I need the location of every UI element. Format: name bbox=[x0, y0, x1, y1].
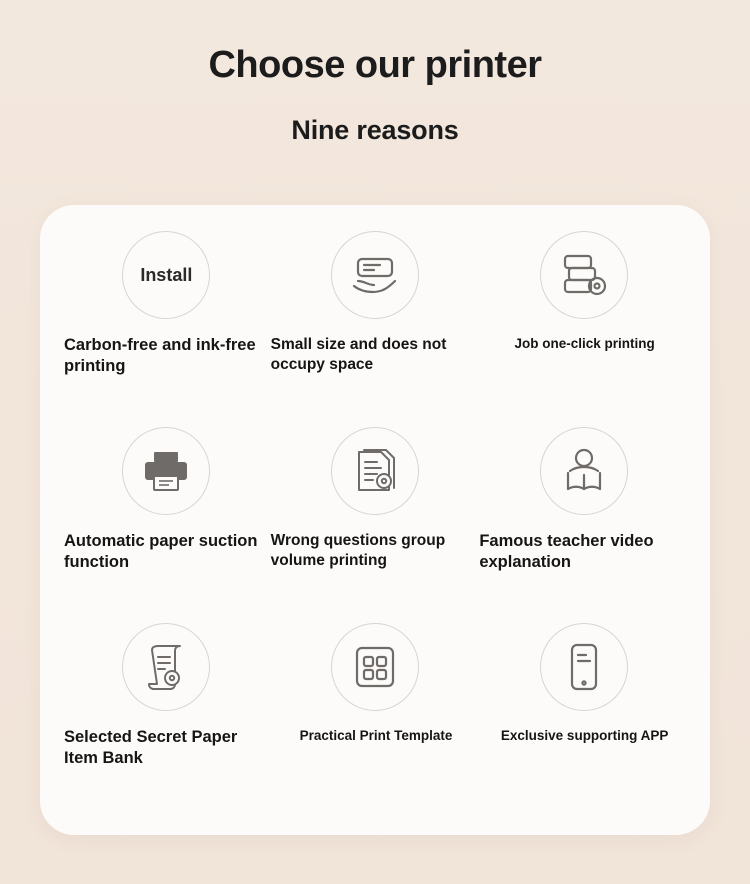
feature-caption: Wrong questions group volume printing bbox=[270, 532, 446, 570]
stacked-documents-gear-icon bbox=[540, 231, 628, 319]
install-badge-icon bbox=[122, 231, 210, 319]
features-card bbox=[40, 205, 710, 835]
feature-item[interactable] bbox=[271, 231, 480, 427]
install-icon-label: Install bbox=[140, 264, 193, 285]
feature-caption: Job one-click printing bbox=[514, 336, 655, 351]
hand-holding-printer-icon bbox=[331, 231, 419, 319]
feature-item[interactable] bbox=[271, 623, 480, 819]
feature-item[interactable] bbox=[62, 427, 271, 623]
feature-caption: Carbon-free and ink-free printing bbox=[64, 336, 256, 376]
feature-item[interactable] bbox=[479, 231, 688, 427]
feature-item[interactable] bbox=[271, 427, 480, 623]
feature-item[interactable] bbox=[479, 623, 688, 819]
feature-caption: Famous teacher video explanation bbox=[479, 532, 654, 572]
document-list-gear-icon bbox=[331, 427, 419, 515]
feature-caption: Selected Secret Paper Item Bank bbox=[64, 728, 238, 768]
person-reading-book-icon bbox=[540, 427, 628, 515]
template-grid-icon bbox=[331, 623, 419, 711]
features-grid bbox=[40, 205, 710, 835]
feature-caption: Small size and does not occupy space bbox=[270, 336, 447, 374]
feature-caption: Exclusive supporting APP bbox=[500, 728, 669, 743]
printer-icon bbox=[122, 427, 210, 515]
mobile-phone-icon bbox=[540, 623, 628, 711]
feature-caption: Practical Print Template bbox=[299, 728, 453, 743]
feature-caption: Automatic paper suction function bbox=[64, 532, 258, 572]
page-subtitle: Nine reasons bbox=[291, 114, 459, 145]
scroll-paper-gear-icon bbox=[122, 623, 210, 711]
page-title: Choose our printer bbox=[208, 44, 542, 86]
feature-item[interactable] bbox=[62, 231, 271, 427]
feature-item[interactable] bbox=[479, 427, 688, 623]
feature-item[interactable] bbox=[62, 623, 271, 819]
